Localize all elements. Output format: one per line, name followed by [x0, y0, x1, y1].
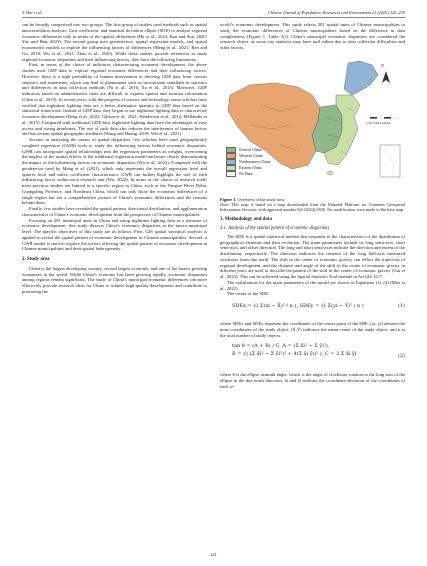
figure-caption: Figure 1. Overview of the study area. Note: This map is based on a map downloaded from the National Platform for Common Geospatial Information Services, with approval number GS (2024) 0650. No modification were made to the base map. [220, 196, 405, 213]
paragraph: world’s economic development. This study selects 281 spatial units of Chinese municipalities to study the economic differences of Chinese municipalities based on the difference in data completeness (Figure 1, Table A1). China’s municipal economic disparities are considered the research object, as some city statistics may have null values due to data collection difficulties and other factors. [220, 22, 405, 50]
paragraph: First, in terms of the choice of indicators characterizing economic development, the above studies used GDP data to explore regional economic differences and their influencing factors. However, there is a high probability of human intervention in deriving GDP data from various statistics and statements, which can lead to phenomena such as inconsistent standards in statistics and differences in data collection methods (Ni et al., 2016; Xu et al., 2015). Moreover, GDP indicators based on administrative units are difficult to express spatial and location information (Chen et al., 2019). In recent years, with the progress of science and technology, some scholars have verified that nighttime lighting data are a better alternative quantity to GDP data based on the statistical framework. Instead of GDP data, they began to use nighttime lighting data to characterize economic development (Deng et al., 2022; Gibson et al., 2021; Henderson et al., 2012; Mellander et al., 2015). Compared with traditional GDP data, nighttime lighting data have the advantages of easy access and strong timeliness. The use of such data also reduces the interference of human factors and has certain spatial geographic attributes (Wang and Huang, 2018; Wei et al., 2021). [22, 62, 207, 137]
south-china-sea-inset [380, 145, 400, 177]
north-label: N [381, 62, 384, 68]
legend-item: Western China [226, 153, 270, 159]
legend-item: No Data [226, 171, 270, 177]
equation-2: tan θ = (A + B) / C, A = (Σ x̃i² − Σ ỹi²), B = √( (Σ x̃i² − Σ ỹi²)² + 4(Σ x̃i ỹi)² ), C = 2 Σ x̃i ỹi (2) [232, 343, 405, 360]
running-header-journal: Chinese Journal of Population, Resources and Environment 23 (2025) 226–235 [267, 10, 405, 15]
right-column [220, 22, 405, 390]
section-heading: 3. Methodology and data [220, 217, 272, 223]
paragraph: China is the largest developing country, second largest economy, and one of the fastest growing economies in the world. While China’s economy has been growing rapidly, economic disparities among regions remain significant. The study of China’s municipal economic differences can more effectively provide research ideas for China to achieve high-quality development and contribute to promoting the [22, 265, 207, 294]
map-legend [226, 147, 270, 177]
left-column [22, 22, 207, 295]
legend-item: Central China [226, 147, 270, 153]
legend-item: Eastern China [226, 165, 270, 171]
paragraph: The SDE is a spatial statistical method that responds to the characteristics of the distribution of geographical elements and their evolution. The main parameters include its long semi-axis, short semi-axis, and offset direction. The long and short semi-axes indicate the direction and extent of the distribution, respectively. The direction indicates the rotation of the long half-axis measured clockwise from due north. The shift in the center of economic gravity can reflect the trajectory of regional development, and the distance and angle of the shift in the center of economic gravity in different years are used to describe the pattern of the shift in the center of economic gravity (Gui et al., 2023). This can be achieved using the Spatial Statistics Tool module in ArcGIS 10.7. [220, 233, 405, 280]
section-heading: 2. Study area [22, 257, 50, 262]
study-area-map [220, 55, 405, 195]
scale-label: 0 545 1,090 2,180 km [366, 121, 391, 125]
running-header-authors: Y. Hai et al. [22, 10, 43, 15]
paragraph: Second, in analyzing the causes of spatial disparities, few scholars have used geographically weighted regression (GWR) tools to study the influencing factors behind economic disparities. GWR can incorporate spatial relationships into the regression parameters as weights, overcoming the neglect of the spatial effects of the traditional regression model and more clearly demonstrating the impact of the influencing factors on economic disparities (Wu et al., 2023). Compared with the geodetector used by Meng et al. (2021), which only represents the overall regression level and ignores local and micro coefficient characteristics, GWR can further highlight the role of each influencing factor within each research unit (Wu, 2022). In terms of the choice of research scale, most previous studies are limited to a specific region in China, such as the Yangtze River Delta, Guangdong Province, and Northeast China, which can only show the economic differences of a single region but not a comprehensive picture of China’s economic differences and the reasons behind them. [22, 137, 207, 206]
figure-note: Note: This map is based on a map downloaded from the National Platform for Common Geospatial Information Services, with approval number GS (2024) 0650. No modification were made to the base map. [220, 201, 405, 213]
legend-item: Northeastern China [226, 159, 270, 165]
north-arrow-icon [382, 71, 390, 83]
subsection-heading: 3.1. Analysis of the spatial pattern of economic disparities [220, 226, 330, 232]
region-northeastern [344, 61, 378, 95]
paragraph: Finally, few studies have revealed the spatial pattern, directional distribution, and agglomeration characteristics of China’s economic development from the perspective of Chinese municipalities. [22, 206, 207, 217]
header-rule [22, 17, 405, 18]
paragraph: can be broadly categorized into two groups. The first group of studies used methods such as spatial autocorrelation analysis, Gini coefficient, and standard deviation ellipse (SDE) to analyze regional economic differences only in terms of the spatial differences (Hu et al., 2024; Ran and Sun, 2020; Yao and Han, 2023). The second group uses geodetectors, spatial regression models, and spatial econometric models to explore the influencing factors of differences (Meng et al., 2021; Ren and Gu, 2018; Wu et al., 2021; Zhao et al., 2020). While these studies provide references to study regional economic disparities and their influencing factors, they have the following limitations. [22, 22, 207, 62]
paragraph: where SDEx and SDEy represent the coordinates of the center point of the SDE, (xi, yi) denotes the none coordinates of the study object, (X̄,Ȳ) indicates the mean center of the study object, and n is the total number of study objects. [220, 321, 405, 338]
paragraph: Focusing on 281 municipal units in China and using nighttime lighting data as a measure of economic development, this study dissects China’s economic disparities at the macro-municipal level. The specific objectives of this study are as follows. First, GIS spatial statistical analysis is applied to reveal the spatial pattern of economic development in Chinese municipalities. Second, a GWR model is used to explore the factors affecting the spatial pattern of economic development in Chinese municipalities and their spatial heterogeneity. [22, 217, 207, 252]
paragraph: The calculations for the main parameters of the model are shown in Equations (1)–(4) (Mao et al., 2022). [220, 279, 405, 291]
paragraph: where θ is the ellipse azimuth angle, which is the angle of clockwise rotation to the long axis of the ellipse in the due north direction; x̃i and ỹi indicate the coordinate deviation of the coordinates of each re- [220, 372, 405, 389]
equation-1: SDEx = √( Σ(xi − X̄)² / n ), SDEy = √( Σ(yi − Ȳ)² / n ) (1) [232, 303, 405, 310]
page-number: 221 [210, 552, 217, 557]
paragraph: The center of the SDE: [227, 291, 270, 297]
